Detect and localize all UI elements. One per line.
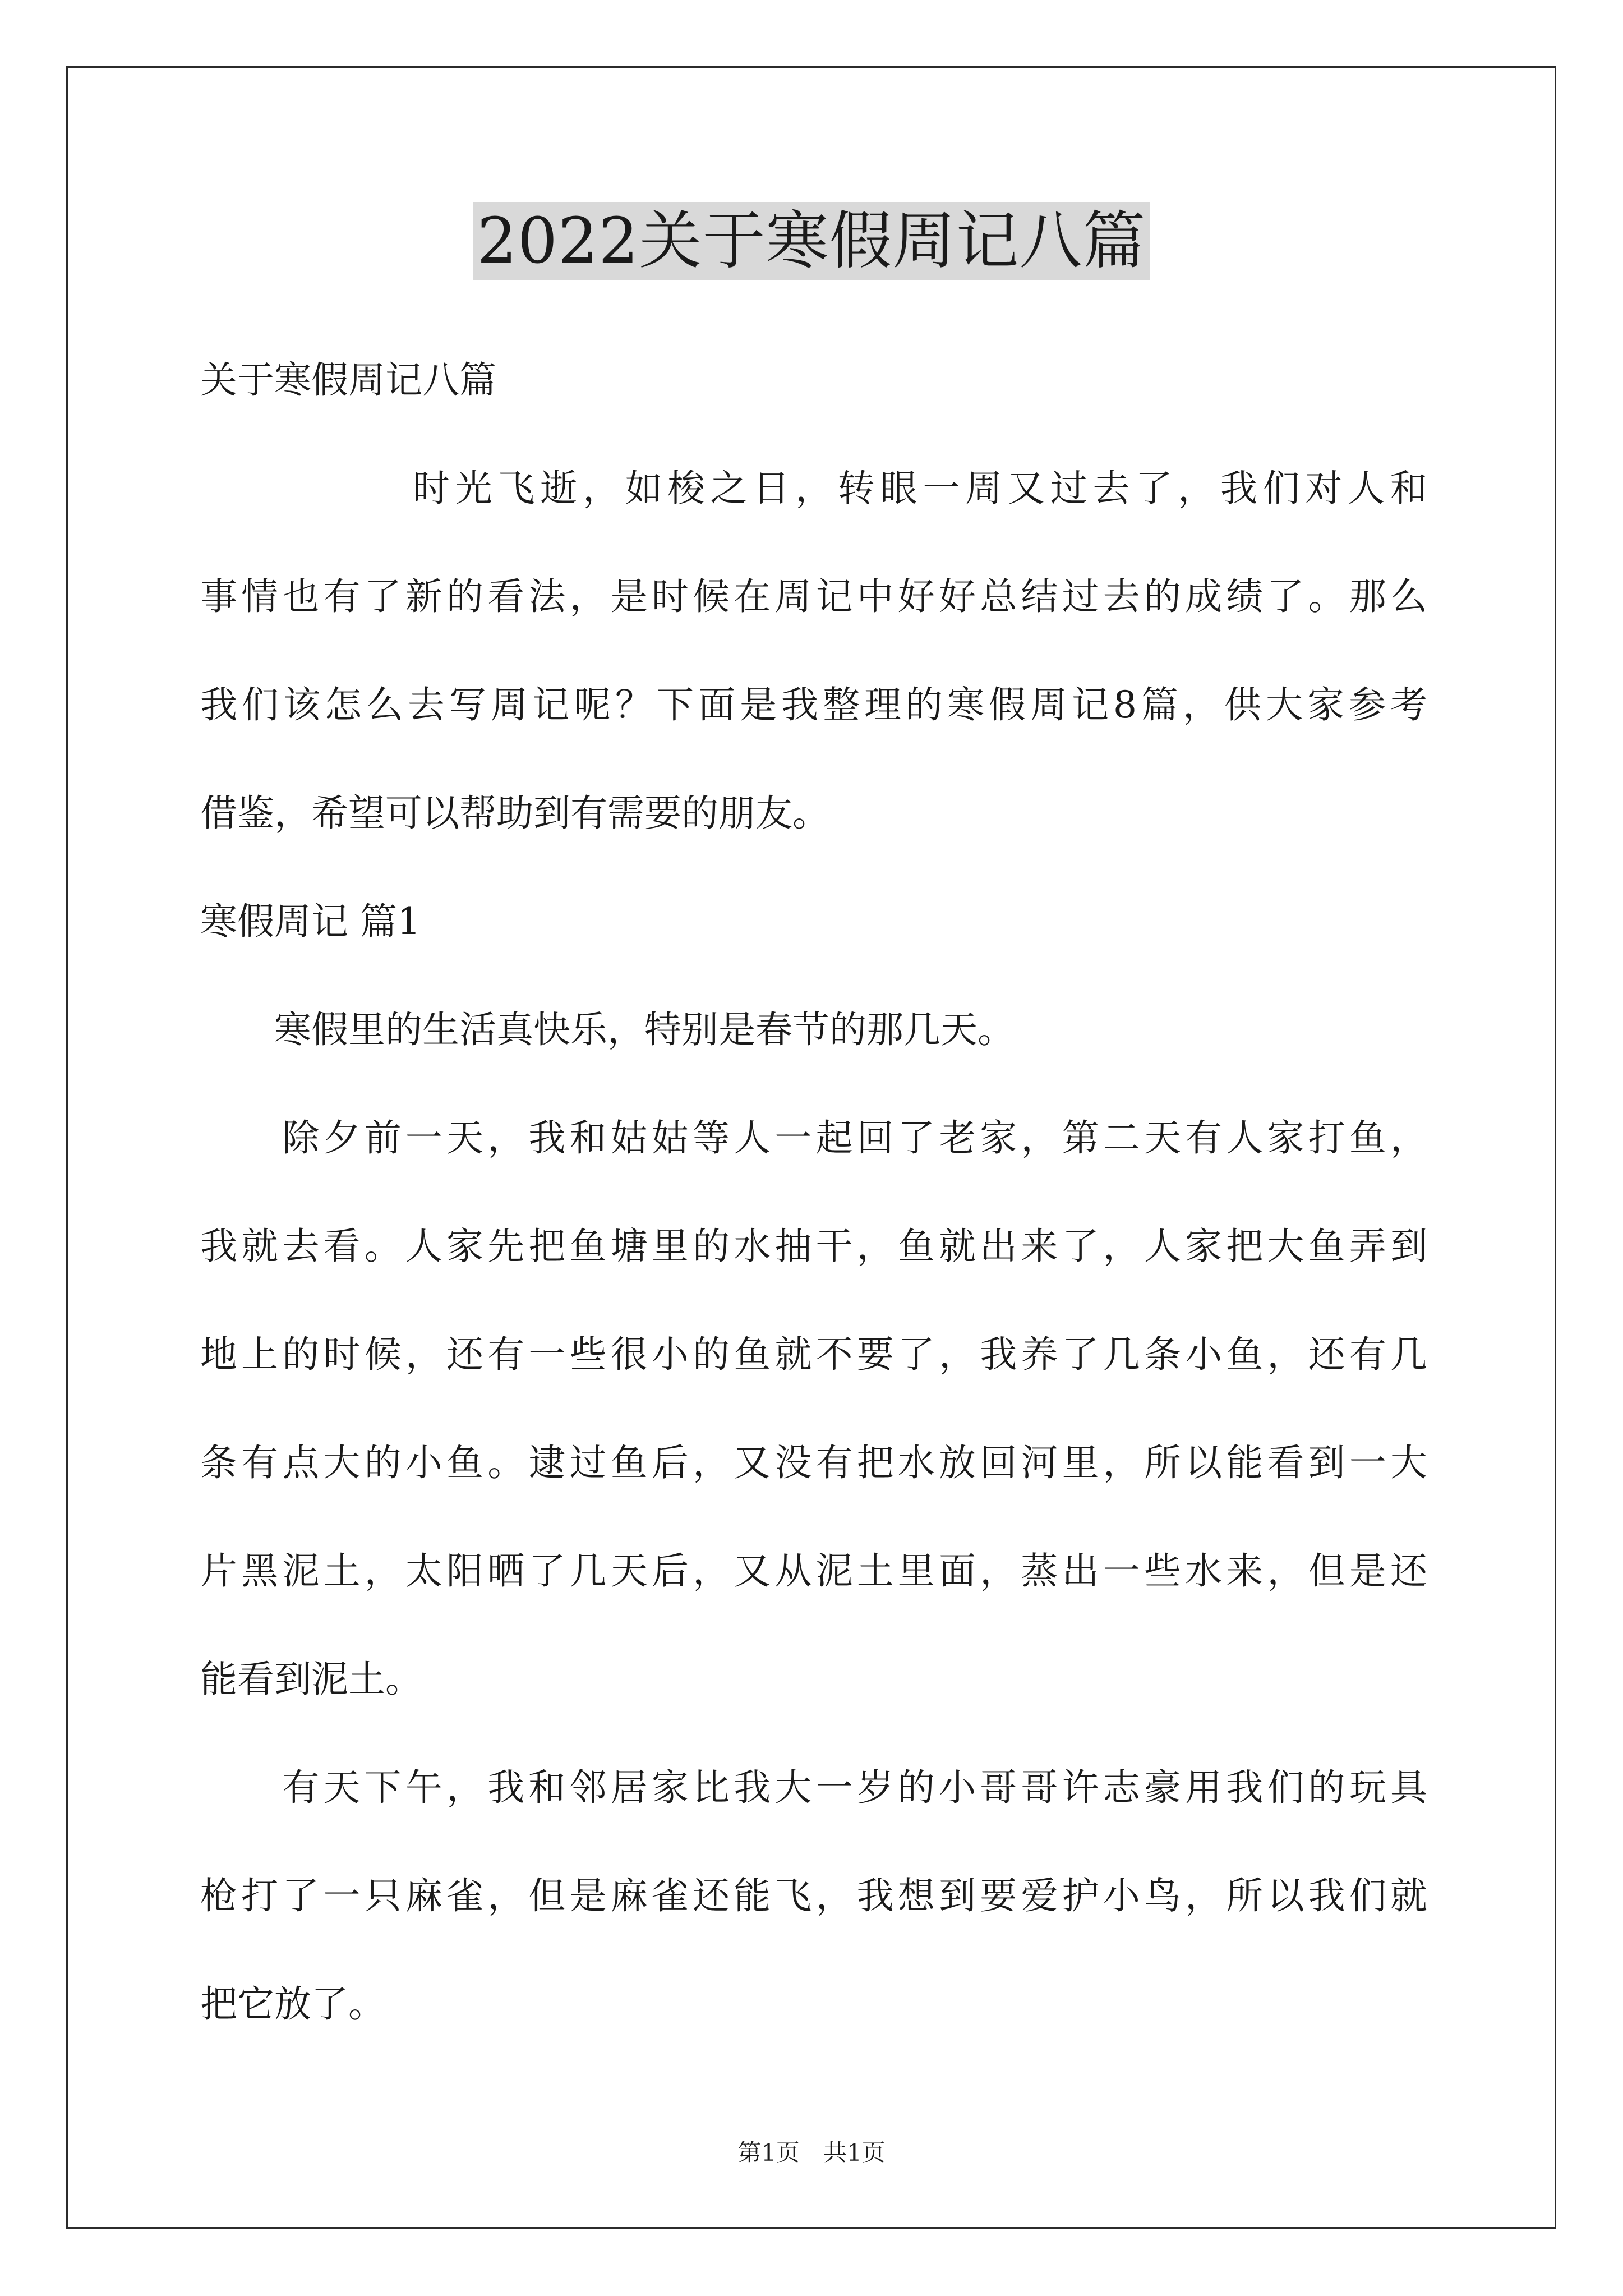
body-line: 地上的时候，还有一些很小的鱼就不要了，我养了几条小鱼，还有几 <box>200 1333 1427 1376</box>
body-line: 除夕前一天，我和姑姑等人一起回了老家，第二天有人家打鱼， <box>200 1116 1427 1159</box>
section-heading: 寒假周记 篇1 <box>200 900 421 943</box>
body-line: 把它放了。 <box>200 1982 385 2026</box>
title-container <box>0 202 1623 280</box>
body-line: 时光飞逝，如梭之日，转眼一周又过去了，我们对人和 <box>200 467 1427 510</box>
document-body <box>200 335 1427 2068</box>
body-line: 条有点大的小鱼。逮过鱼后，又没有把水放回河里，所以能看到一大 <box>200 1441 1427 1484</box>
body-line: 我就去看。人家先把鱼塘里的水抽干，鱼就出来了，人家把大鱼弄到 <box>200 1225 1427 1268</box>
section-heading: 关于寒假周记八篇 <box>200 358 496 402</box>
body-line: 事情也有了新的看法，是时候在周记中好好总结过去的成绩了。那么 <box>200 575 1427 618</box>
page-footer <box>0 2137 1623 2169</box>
body-line: 能看到泥土。 <box>200 1658 422 1701</box>
body-line: 有天下午，我和邻居家比我大一岁的小哥哥许志豪用我们的玩具 <box>200 1766 1427 1809</box>
page-number: 第1页 共1页 <box>737 2139 886 2166</box>
body-line: 借鉴，希望可以帮助到有需要的朋友。 <box>200 792 829 835</box>
body-line: 片黑泥土，太阳晒了几天后，又从泥土里面，蒸出一些水来，但是还 <box>200 1549 1427 1593</box>
document-title: 2022关于寒假周记八篇 <box>473 202 1149 280</box>
body-line: 枪打了一只麻雀，但是麻雀还能飞，我想到要爱护小鸟，所以我们就 <box>200 1874 1427 1917</box>
body-line: 寒假里的生活真快乐，特别是春节的那几天。 <box>200 1008 1015 1051</box>
body-line: 我们该怎么去写周记呢？下面是我整理的寒假周记8篇，供大家参考 <box>200 683 1427 726</box>
